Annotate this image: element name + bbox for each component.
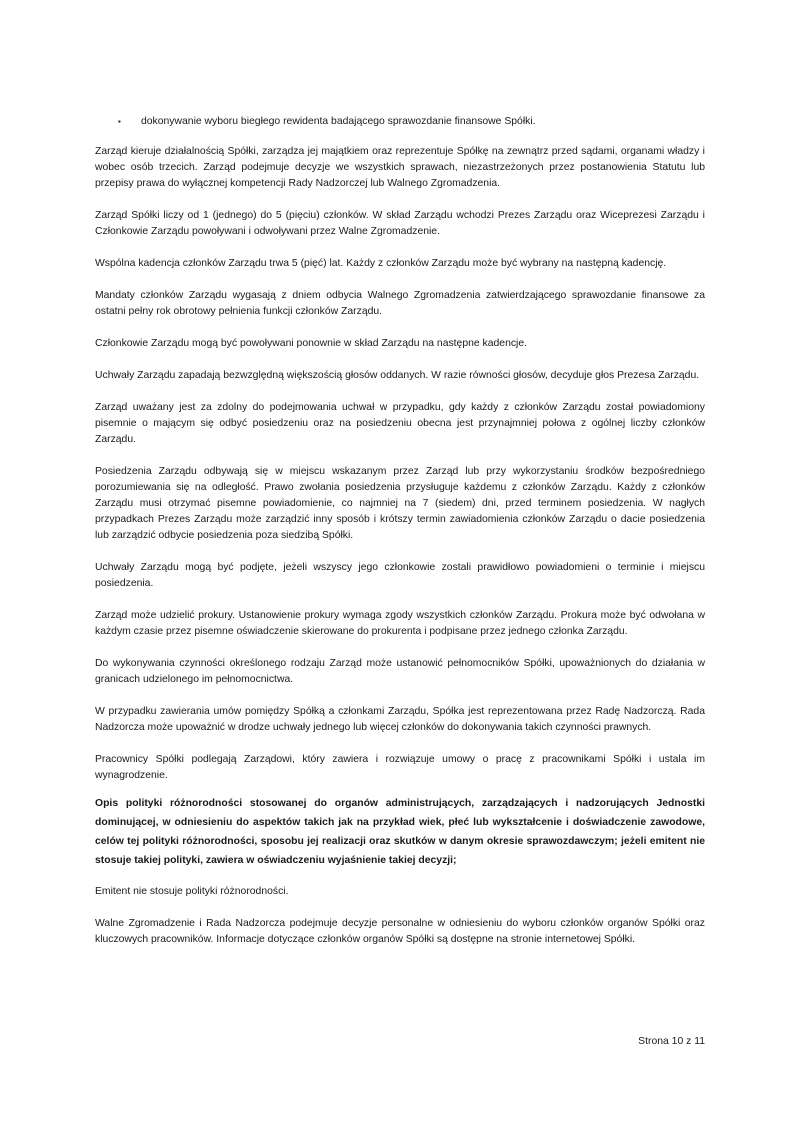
paragraph-mandate-expiry: Mandaty członków Zarządu wygasają z dniem odbycia Walnego Zgromadzenia zatwierdzającego sprawozdanie finansowe za ostatni pełny rok obrotowy pełnienia funkcji członków Zarządu. bbox=[95, 290, 705, 317]
document-body bbox=[95, 114, 705, 964]
bullet-item bbox=[95, 114, 705, 130]
paragraph-no-diversity-policy: Emitent nie stosuje polityki różnorodności. bbox=[95, 886, 289, 897]
bullet-marker-icon: ▪ bbox=[118, 117, 121, 126]
bullet-text: dokonywanie wyboru biegłego rewidenta badającego sprawozdanie finansowe Spółki. bbox=[141, 116, 536, 127]
paragraph-contracts: W przypadku zawierania umów pomiędzy Spółką a członkami Zarządu, Spółka jest reprezentowana przez Radę Nadzorczą. Rada Nadzorcza może upoważnić w drodze uchwały jednego lub więcej członków do dokonywania takich czynności prawnych. bbox=[95, 706, 705, 733]
page-number: Strona 10 z 11 bbox=[638, 1036, 705, 1047]
paragraph-management-duties: Zarząd kieruje działalnością Spółki, zarządza jej majątkiem oraz reprezentuje Spółkę na zewnątrz przed sądami, organami władzy i wobec osób trzecich. Zarząd podejmuje decyzje we wszystkich sprawach, niezastrzeżonych przez postanowienia Statutu lub przepisy prawa do wyłącznej kompetencji Rady Nadzorczej lub Walnego Zgromadzenia. bbox=[95, 146, 705, 189]
paragraph-term-length: Wspólna kadencja członków Zarządu trwa 5 (pięć) lat. Każdy z członków Zarządu może być wybrany na następną kadencję. bbox=[95, 258, 667, 269]
paragraph-resolution-validity: Uchwały Zarządu mogą być podjęte, jeżeli wszyscy jego członkowie zostali prawidłowo powiadomieni o terminie i miejscu posiedzenia. bbox=[95, 562, 705, 589]
paragraph-personnel-decisions: Walne Zgromadzenie i Rada Nadzorcza podejmuje decyzje personalne w odniesieniu do wyboru członków organów Spółki oraz kluczowych pracowników. Informacje dotyczące członków organów Spółki są dostępne na stronie internetowej Spółki. bbox=[95, 918, 705, 945]
paragraph-board-composition: Zarząd Spółki liczy od 1 (jednego) do 5 (pięciu) członków. W skład Zarządu wchodzi Prezes Zarządu oraz Wiceprezesi Zarządu i Członkowie Zarządu powoływani i odwoływani przez Walne Zgromadzenie. bbox=[95, 210, 705, 237]
paragraph-attorneys: Do wykonywania czynności określonego rodzaju Zarząd może ustanowić pełnomocników Spółki, upoważnionych do działania w granicach udzielonego im pełnomocnictwa. bbox=[95, 658, 705, 685]
paragraph-proxy: Zarząd może udzielić prokury. Ustanowienie prokury wymaga zgody wszystkich członków Zarządu. Prokura może być odwołana w każdym czasie przez pisemne oświadczenie skierowane do prokurenta i podpisane przez jednego członka Zarządu. bbox=[95, 610, 705, 637]
paragraph-quorum: Zarząd uważany jest za zdolny do podejmowania uchwał w przypadku, gdy każdy z członków Zarządu został powiadomiony pisemnie o mającym się odbyć posiedzeniu oraz na posiedzeniu obecna jest przynajmniej połowa z ogólnej liczby członków Zarządu. bbox=[95, 402, 705, 445]
paragraph-reappointment: Członkowie Zarządu mogą być powoływani ponownie w skład Zarządu na następne kadencje. bbox=[95, 338, 528, 349]
paragraph-resolutions-majority: Uchwały Zarządu zapadają bezwzględną większością głosów oddanych. W razie równości głosów, decyduje głos Prezesa Zarządu. bbox=[95, 370, 700, 381]
paragraph-employees: Pracownicy Spółki podlegają Zarządowi, który zawiera i rozwiązuje umowy o pracę z pracownikami Spółki i ustala im wynagrodzenie. bbox=[95, 754, 705, 781]
paragraph-meetings: Posiedzenia Zarządu odbywają się w miejscu wskazanym przez Zarząd lub przy wykorzystaniu środków bezpośredniego porozumiewania się na odległość. Prawo zwołania posiedzenia przysługuje każdemu z członków Zarządu. Każdy z członków Zarządu musi otrzymać pisemne powiadomienie, co najmniej na 7 (siedem) dni, przed terminem posiedzenia. W nagłych przypadkach Prezes Zarządu może zarządzić inny sposób i krótszy termin zawiadomienia członków Zarządu o dacie posiedzenia lub zarządzić odbycie posiedzenia poza siedzibą Spółki. bbox=[95, 466, 705, 541]
diversity-policy-heading: Opis polityki różnorodności stosowanej do organów administrujących, zarządzających i nadzorujących Jednostki dominującej, w odniesieniu do aspektów takich jak na przykład wiek, płeć lub wykształcenie i doświadczenie zawodowe, celów tej polityki różnorodności, sposobu jej realizacji oraz skutków w danym okresie sprawozdawczym; jeżeli emitent nie stosuje takiej polityki, zawiera w oświadczeniu wyjaśnienie takiej decyzji; bbox=[95, 798, 705, 866]
